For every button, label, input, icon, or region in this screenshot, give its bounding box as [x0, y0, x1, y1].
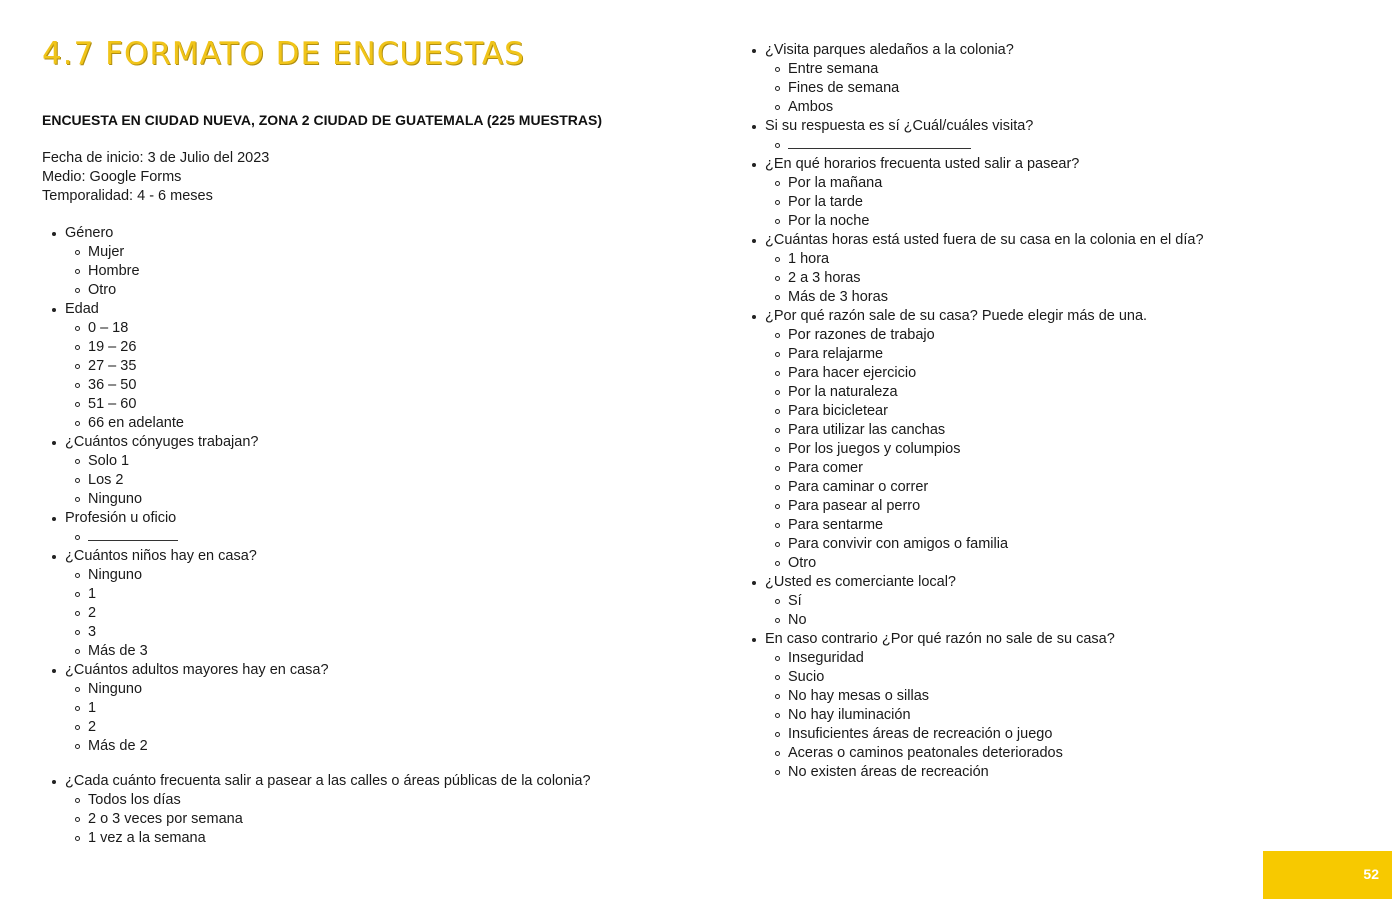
option-list [65, 243, 329, 300]
option-item: Solo 1 [65, 452, 329, 471]
option-item: Ninguno [65, 490, 329, 509]
option-item: Para convivir con amigos o familia [765, 535, 1204, 554]
question-item [42, 772, 591, 848]
question-list-left [42, 224, 329, 756]
option-item: Ninguno [65, 680, 329, 699]
option-item: No hay mesas o sillas [765, 687, 1204, 706]
start-date: Fecha de inicio: 3 de Julio del 2023 [42, 150, 270, 166]
question-item [42, 433, 329, 509]
option-item: Por la noche [765, 212, 1204, 231]
option-item: Ambos [765, 98, 1204, 117]
question-item [42, 300, 329, 433]
option-item: 19 – 26 [65, 338, 329, 357]
answer-blank-item [765, 136, 1204, 155]
question-text: ¿Por qué razón sale de su casa? Puede elegir más de una. [765, 308, 1148, 324]
option-item: 27 – 35 [65, 357, 329, 376]
question-item [742, 573, 1204, 630]
page-number-box [1263, 851, 1392, 899]
option-item: Por los juegos y columpios [765, 440, 1204, 459]
option-list [65, 791, 591, 848]
option-item: Por la naturaleza [765, 383, 1204, 402]
option-item: Para utilizar las canchas [765, 421, 1204, 440]
option-item: 2 a 3 horas [765, 269, 1204, 288]
answer-blank-item [65, 528, 329, 547]
option-item: Sucio [765, 668, 1204, 687]
answer-blank-line [788, 136, 971, 149]
option-item: Para sentarme [765, 516, 1204, 535]
option-item: 3 [65, 623, 329, 642]
question-text: ¿Cada cuánto frecuenta salir a pasear a las calles o áreas públicas de la colonia? [65, 773, 591, 789]
question-item [742, 307, 1204, 573]
option-item: 1 hora [765, 250, 1204, 269]
option-item: 1 vez a la semana [65, 829, 591, 848]
question-text: Género [65, 225, 114, 241]
question-item [742, 41, 1204, 117]
option-item: 66 en adelante [65, 414, 329, 433]
option-item: Para hacer ejercicio [765, 364, 1204, 383]
option-list [65, 680, 329, 756]
option-item: Para comer [765, 459, 1204, 478]
option-item: Otro [765, 554, 1204, 573]
option-item: 51 – 60 [65, 395, 329, 414]
option-item: 2 o 3 veces por semana [65, 810, 591, 829]
option-list [765, 326, 1204, 573]
option-item: 2 [65, 718, 329, 737]
option-item: Mujer [65, 243, 329, 262]
question-item [42, 661, 329, 756]
option-item: Todos los días [65, 791, 591, 810]
option-item: Otro [65, 281, 329, 300]
option-list [765, 174, 1204, 231]
option-list [65, 452, 329, 509]
option-item: 1 [65, 699, 329, 718]
option-list [765, 60, 1204, 117]
option-item: 1 [65, 585, 329, 604]
question-list-right [742, 41, 1204, 782]
option-list [765, 136, 1204, 155]
option-item: Fines de semana [765, 79, 1204, 98]
option-item: Los 2 [65, 471, 329, 490]
option-list [65, 319, 329, 433]
option-item: No [765, 611, 1204, 630]
option-list [65, 566, 329, 661]
question-item [42, 224, 329, 300]
question-text: ¿Cuántos cónyuges trabajan? [65, 434, 259, 450]
question-text: ¿Visita parques aledaños a la colonia? [765, 42, 1014, 58]
question-item [42, 509, 329, 547]
option-item: Más de 3 [65, 642, 329, 661]
option-item: Ninguno [65, 566, 329, 585]
question-text: Edad [65, 301, 99, 317]
option-item: Para pasear al perro [765, 497, 1204, 516]
option-item: Para relajarme [765, 345, 1204, 364]
option-item: 36 – 50 [65, 376, 329, 395]
option-item: Por razones de trabajo [765, 326, 1204, 345]
option-item: 0 – 18 [65, 319, 329, 338]
option-item: Hombre [65, 262, 329, 281]
question-item [42, 547, 329, 661]
option-item: Para caminar o correr [765, 478, 1204, 497]
option-list [65, 528, 329, 547]
option-item: Más de 2 [65, 737, 329, 756]
option-item: No hay iluminación [765, 706, 1204, 725]
question-item [742, 630, 1204, 782]
question-item [742, 117, 1204, 155]
survey-subtitle: ENCUESTA EN CIUDAD NUEVA, ZONA 2 CIUDAD DE GUATEMALA (225 MUESTRAS) [42, 112, 603, 128]
option-item: No existen áreas de recreación [765, 763, 1204, 782]
question-text: Profesión u oficio [65, 510, 177, 526]
question-text: ¿Usted es comerciante local? [765, 574, 956, 590]
survey-medium: Medio: Google Forms [42, 169, 182, 185]
question-text: ¿Cuántas horas está usted fuera de su casa en la colonia en el día? [765, 232, 1204, 248]
question-text: ¿En qué horarios frecuenta usted salir a pasear? [765, 156, 1080, 172]
question-item [742, 231, 1204, 307]
question-text: ¿Cuántos adultos mayores hay en casa? [65, 662, 329, 678]
option-item: 2 [65, 604, 329, 623]
survey-meta [42, 149, 269, 206]
option-item: Sí [765, 592, 1204, 611]
option-item: Por la tarde [765, 193, 1204, 212]
question-text: Si su respuesta es sí ¿Cuál/cuáles visita? [765, 118, 1034, 134]
option-list [765, 250, 1204, 307]
answer-blank-line [88, 528, 178, 541]
option-item: Entre semana [765, 60, 1204, 79]
option-item: Inseguridad [765, 649, 1204, 668]
option-item: Más de 3 horas [765, 288, 1204, 307]
survey-duration: Temporalidad: 4 - 6 meses [42, 188, 213, 204]
question-text: En caso contrario ¿Por qué razón no sale de su casa? [765, 631, 1115, 647]
question-list-left-bottom [42, 772, 591, 848]
page-title: 4.7 FORMATO DE ENCUESTAS [42, 36, 525, 72]
option-list [765, 649, 1204, 782]
page-number: 52 [1363, 866, 1379, 882]
option-item: Aceras o caminos peatonales deteriorados [765, 744, 1204, 763]
option-list [765, 592, 1204, 630]
option-item: Por la mañana [765, 174, 1204, 193]
question-item [742, 155, 1204, 231]
option-item: Para bicicletear [765, 402, 1204, 421]
question-text: ¿Cuántos niños hay en casa? [65, 548, 257, 564]
option-item: Insuficientes áreas de recreación o juego [765, 725, 1204, 744]
